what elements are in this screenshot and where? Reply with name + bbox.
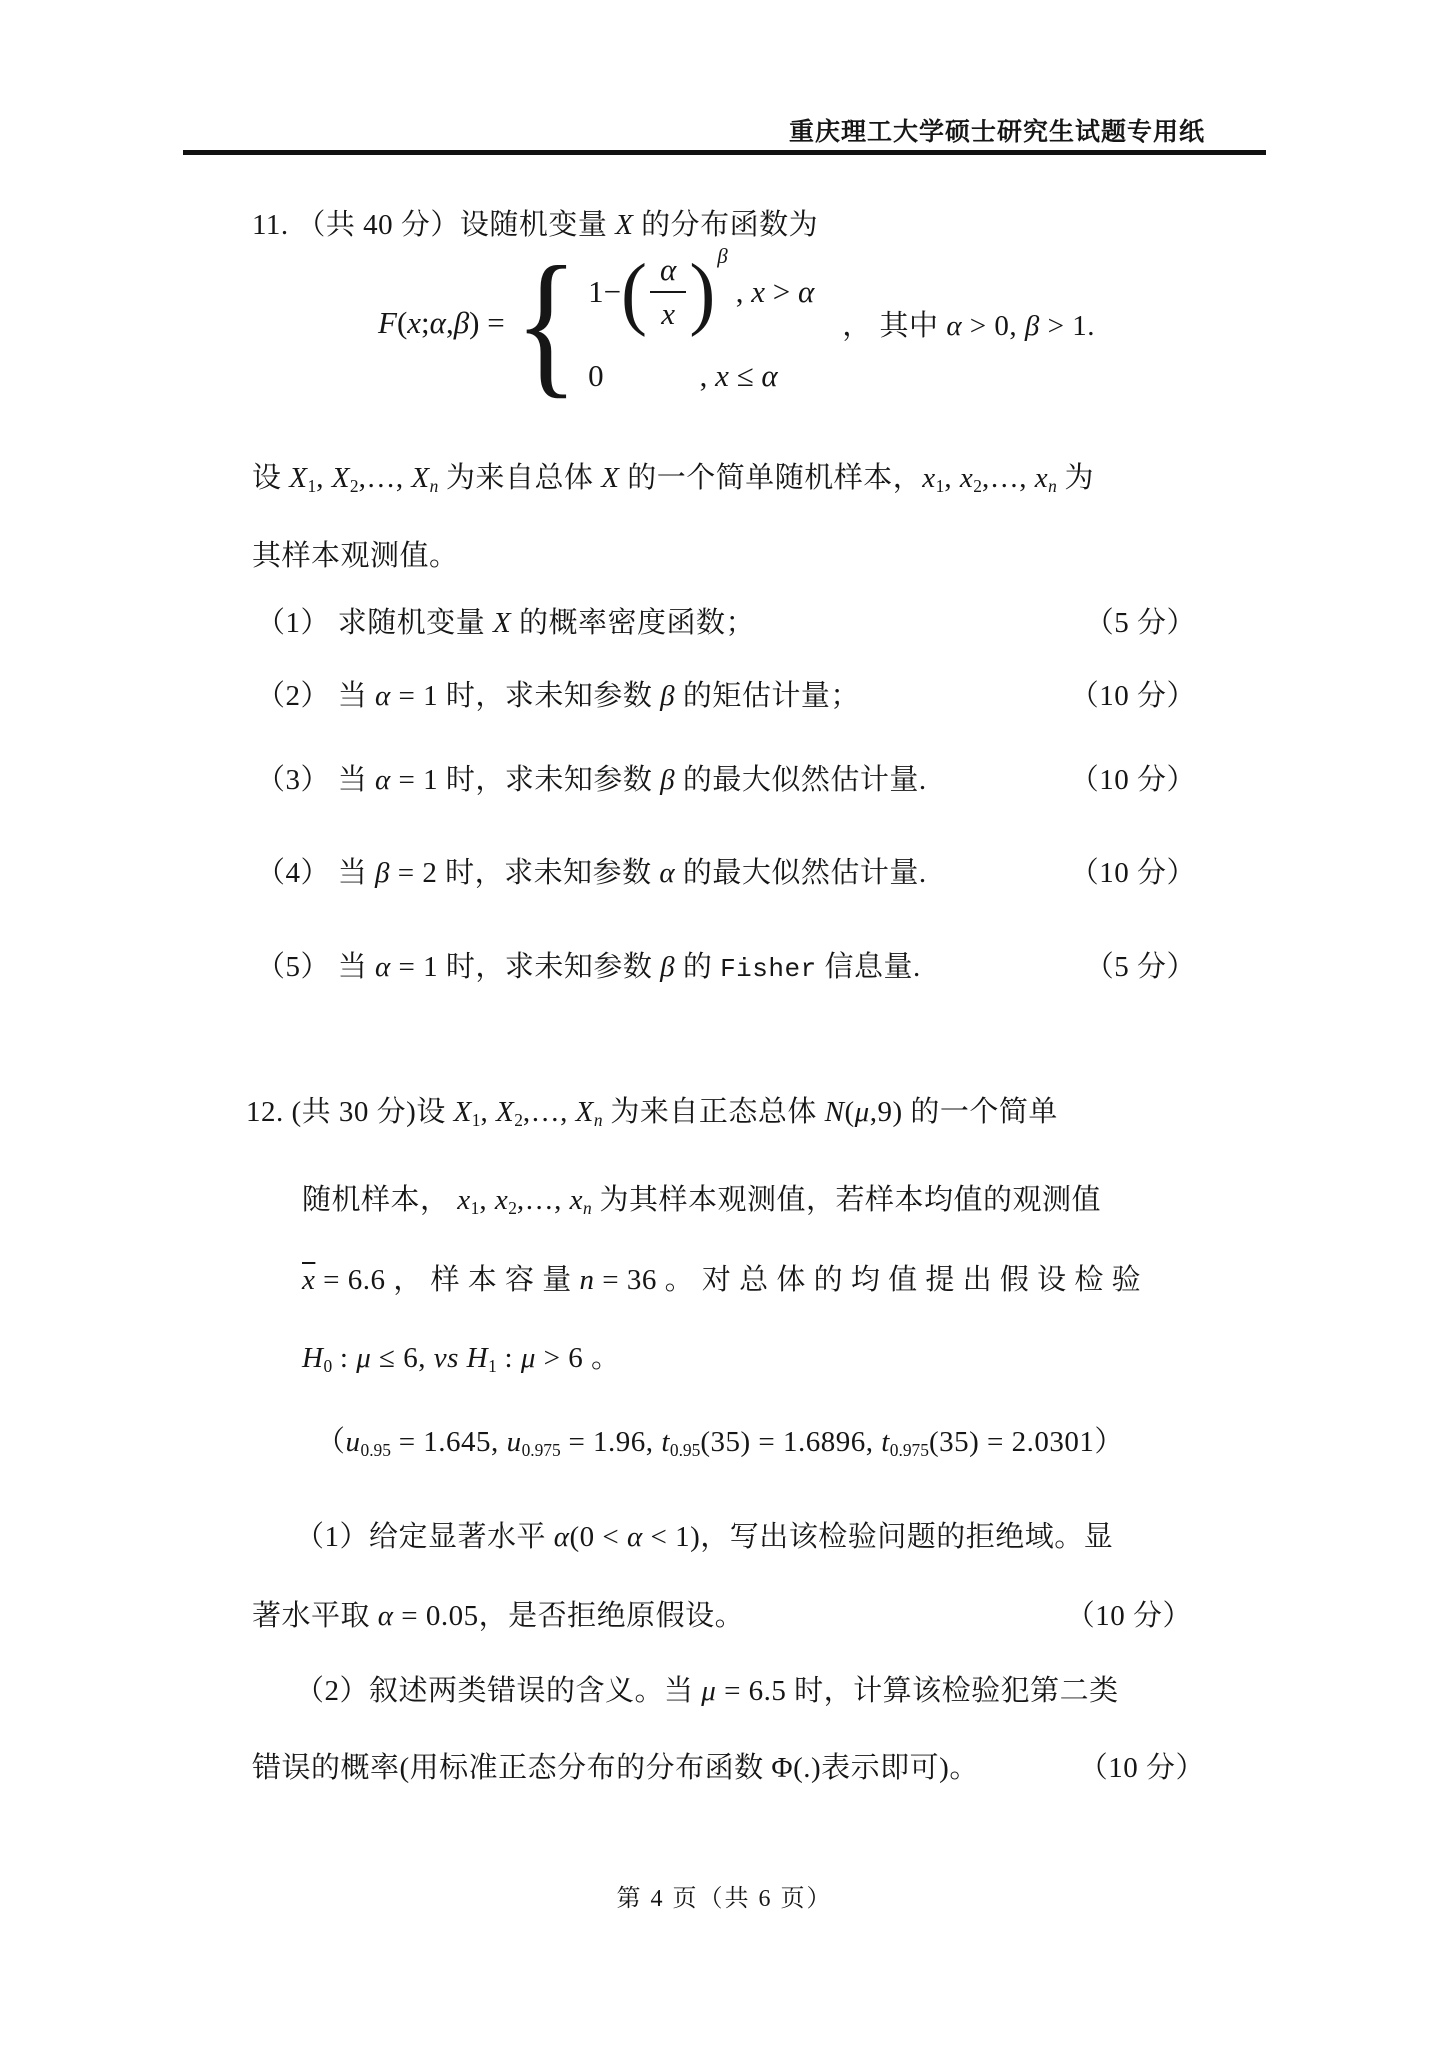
q11-item-1-text: （1） 求随机变量 X 的概率密度函数；: [256, 607, 755, 639]
formula-case-2: [588, 358, 814, 394]
q11-item-3-text: （3） 当 α = 1 时，求未知参数 β 的最大似然估计量.: [256, 764, 927, 796]
formula-cases: [588, 243, 815, 394]
q11-formula: [378, 232, 1095, 413]
q11-sample-intro: 设 $X_1$, $X_2,\dots$, $X_n$ 为来自总体 X 的一个简单随机样本，$x_1$, $x_2,\dots$, $x_n$ 为: [252, 462, 1095, 497]
fraction-numerator: α: [650, 252, 686, 293]
q12-sub2-line2-text: 错误的概率(用标准正态分布的分布函数 Φ(.)表示即可)。: [252, 1752, 979, 1784]
case1-condition: , x > α: [735, 274, 815, 309]
brace-glyph: {: [514, 232, 579, 413]
formula-lhs: F(x;α,β) =: [378, 305, 505, 340]
page-header: 重庆理工大学硕士研究生试题专用纸: [788, 118, 1205, 146]
q11-item-2-text: （2） 当 α = 1 时，求未知参数 β 的矩估计量；: [256, 680, 860, 712]
q12-sub2-score: （10 分）: [1078, 1752, 1205, 1784]
q11-item-4-text: （4） 当 β = 2 时，求未知参数 α 的最大似然估计量.: [256, 857, 927, 889]
q11-title: 11. （共 40 分）设随机变量 X 的分布函数为: [252, 209, 819, 241]
q11-item-3-score: （10 分）: [1069, 764, 1196, 796]
q12-line-3: $\overline{x} = 6.6$ ， 样 本 容 量 n = 36 。 对 总 体 的 均 值 提 出 假 设 检 验: [302, 1264, 1142, 1296]
q11-item-1-score: （5 分）: [1084, 607, 1196, 639]
q12-sub2-line2: [252, 1748, 1205, 1788]
q11-item-5-score: （5 分）: [1084, 951, 1196, 983]
fraction-denominator: x: [661, 296, 676, 331]
q12-sub1-line2-text: 著水平取 α = 0.05，是否拒绝原假设。: [252, 1600, 745, 1632]
q11-item-5: [256, 947, 1196, 989]
q12-sub1-line2: [252, 1596, 1192, 1636]
case1-prefix: 1−: [588, 274, 622, 309]
q11-item-2-score: （10 分）: [1069, 680, 1196, 712]
page-number: 第 4 页（共 6 页）: [616, 1886, 833, 1912]
q12-sub1-score: （10 分）: [1065, 1600, 1192, 1632]
q12-title: 12. (共 30 分)设 $X_1$, $X_2,\dots$, $X_n$ 为来自正态总体 N(μ,9) 的一个简单: [246, 1096, 1058, 1131]
header-divider: [183, 150, 1266, 155]
q11-sample-intro-cont: 其样本观测值。: [252, 540, 459, 572]
q12-sub2-line1: （2）叙述两类错误的含义。当 μ = 6.5 时，计算该检验犯第二类: [295, 1675, 1119, 1707]
q11-item-4-score: （10 分）: [1069, 857, 1196, 889]
q11-item-2: [256, 676, 1196, 716]
fraction: [650, 252, 686, 332]
q12-hypotheses: $H_0$ : μ ≤ 6, vs $H_1$ : μ > 6 。: [302, 1342, 621, 1377]
formula-case-1: 1− ( $\frac{\alpha}{x}$ ) β , x > α: [588, 243, 815, 338]
q11-item-5-text: （5） 当 α = 1 时，求未知参数 β 的 Fisher 信息量.: [256, 951, 921, 984]
q11-item-4: [256, 853, 1196, 893]
case2-condition: , x ≤ α: [699, 358, 778, 393]
q12-quantile-values: （$u_{0.95} = 1.645$, $u_{0.975} = 1.96$, $t_{0.95}(35) = 1.6896$, $t_{0.975}(35) = 2.0301$）: [316, 1426, 1124, 1461]
formula-parameter-note: ， 其中 α > 0, β > 1.: [842, 309, 1095, 342]
q11-item-1: [256, 603, 1196, 643]
case2-value: 0: [588, 358, 604, 393]
q12-sub1-line1: （1）给定显著水平 α(0 < α < 1)，写出该检验问题的拒绝域。显: [295, 1521, 1114, 1553]
q12-line-2: 随机样本， $x_1$, $x_2,\dots$, $x_n$ 为其样本观测值，若样本均值的观测值: [302, 1184, 1102, 1219]
q11-item-3: [256, 760, 1196, 800]
fraction-exponent: β: [717, 243, 728, 268]
